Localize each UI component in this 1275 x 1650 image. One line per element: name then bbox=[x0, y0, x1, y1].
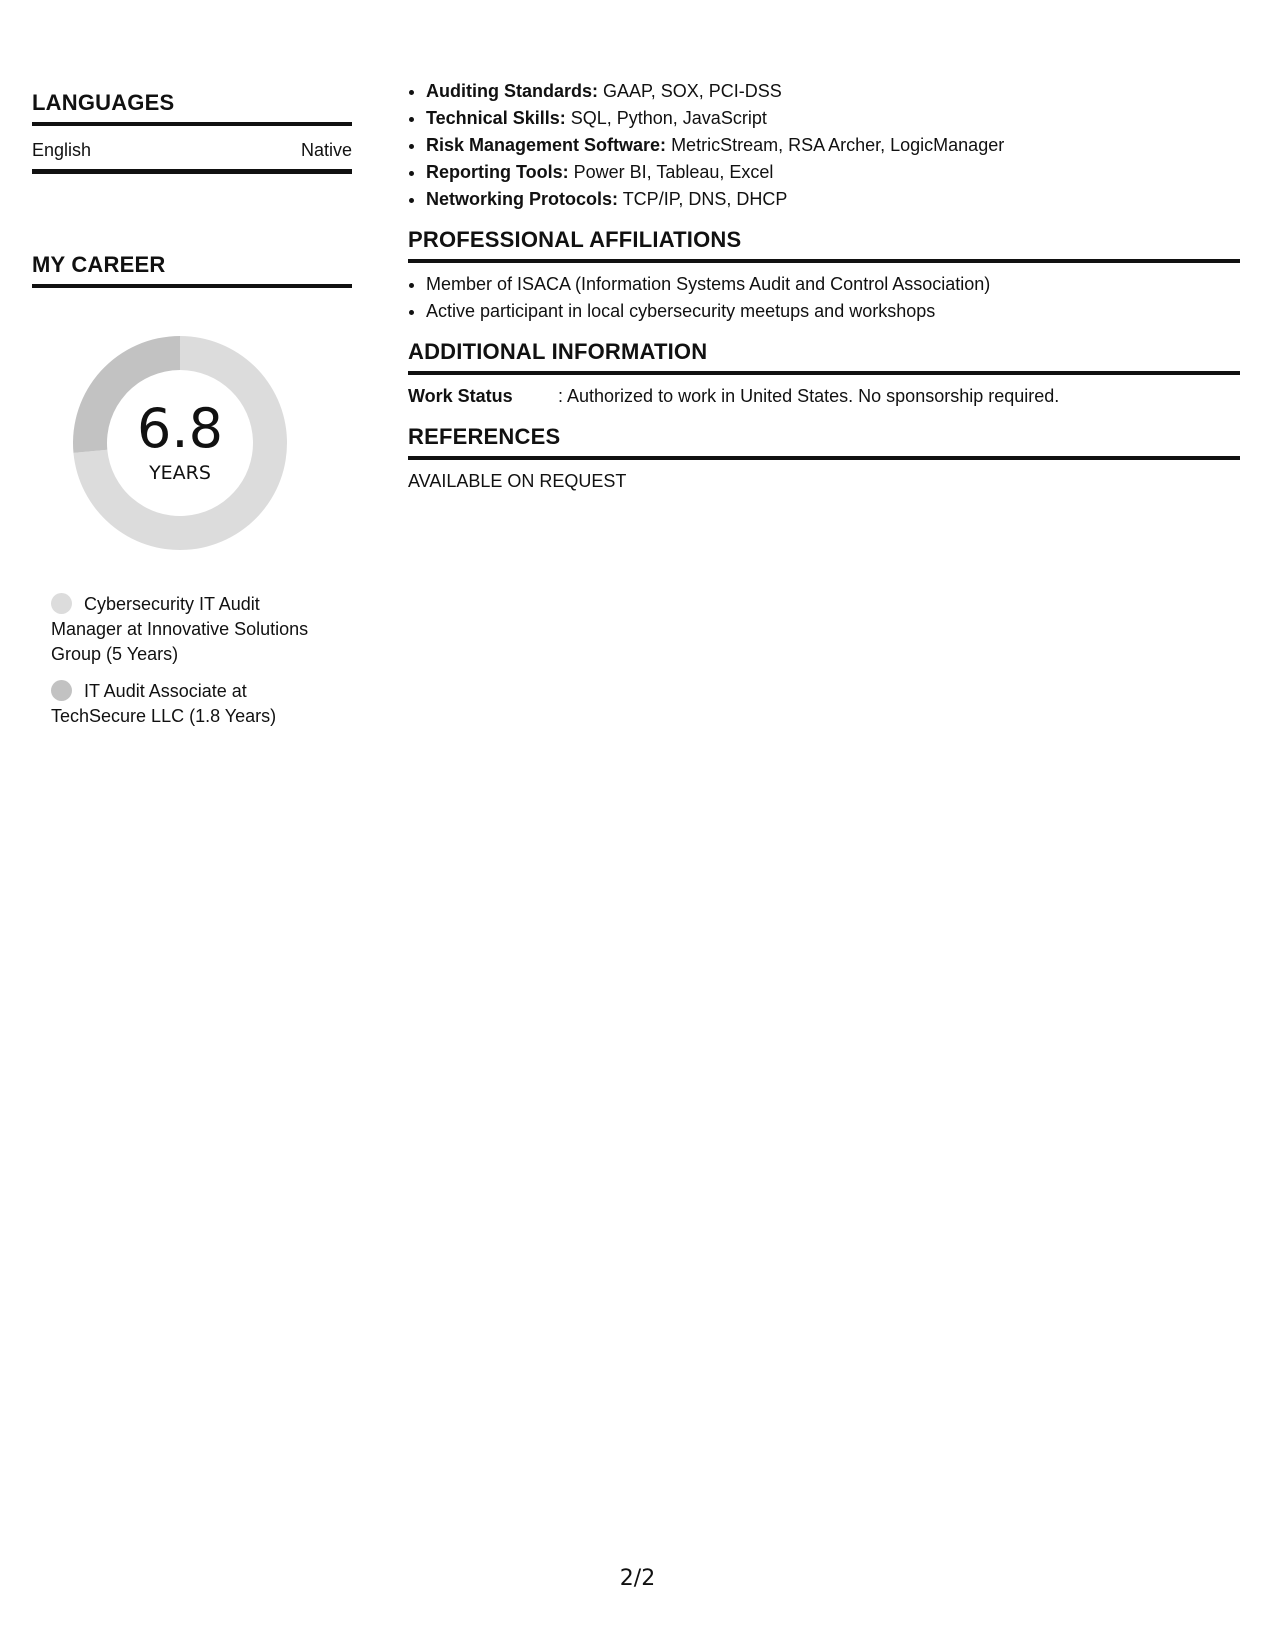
skill-item bbox=[426, 105, 1240, 132]
legend-text: Cybersecurity IT Audit Manager at Innovative Solutions Group (5 Years) bbox=[51, 594, 309, 664]
affiliations-section bbox=[408, 227, 1240, 325]
languages-section bbox=[32, 90, 352, 174]
skill-value: SQL, Python, JavaScript bbox=[565, 108, 767, 128]
references-title: REFERENCES bbox=[408, 424, 1240, 460]
skill-label: Technical Skills: bbox=[426, 108, 566, 128]
affiliation-item: • Member of ISACA (Information Systems Audit and Control Association) bbox=[426, 271, 1240, 298]
languages-title: LANGUAGES bbox=[32, 90, 352, 126]
additional-info-title: ADDITIONAL INFORMATION bbox=[408, 339, 1240, 375]
skill-item bbox=[426, 159, 1240, 186]
right-column bbox=[408, 78, 1240, 495]
work-status-row bbox=[408, 383, 1240, 410]
legend-dot-icon bbox=[51, 680, 72, 701]
additional-info-section bbox=[408, 339, 1240, 410]
career-donut-chart bbox=[65, 328, 295, 558]
skills-list bbox=[408, 78, 1240, 213]
work-status-value: : Authorized to work in United States. No sponsorship required. bbox=[558, 386, 1060, 406]
career-title: MY CAREER bbox=[32, 252, 352, 288]
skill-item bbox=[426, 132, 1240, 159]
skill-label: Risk Management Software: bbox=[426, 135, 667, 155]
language-row bbox=[32, 126, 352, 174]
legend-item bbox=[51, 592, 331, 667]
career-legend bbox=[32, 592, 352, 729]
language-level: Native bbox=[300, 140, 352, 160]
affiliations-list bbox=[408, 271, 1240, 325]
legend-item bbox=[51, 679, 331, 729]
affiliations-title: PROFESSIONAL AFFILIATIONS bbox=[408, 227, 1240, 263]
career-total-unit: YEARS bbox=[149, 462, 211, 484]
legend-dot-icon bbox=[51, 593, 72, 614]
references-text: AVAILABLE ON REQUEST bbox=[408, 471, 627, 491]
skill-label: Reporting Tools: bbox=[426, 162, 569, 182]
skill-label: Auditing Standards: bbox=[426, 81, 598, 101]
skill-value: MetricStream, RSA Archer, LogicManager bbox=[666, 135, 1005, 155]
page-number: 2/2 bbox=[619, 1566, 656, 1591]
skill-label: Networking Protocols: bbox=[426, 189, 619, 209]
skill-item bbox=[426, 78, 1240, 105]
legend-text: IT Audit Associate at TechSecure LLC (1.8 Years) bbox=[51, 681, 277, 726]
career-section bbox=[32, 252, 352, 729]
left-column bbox=[32, 90, 352, 741]
affiliation-item: • Active participant in local cybersecurity meetups and workshops bbox=[426, 298, 1240, 325]
donut-center bbox=[65, 328, 295, 558]
skill-value: Power BI, Tableau, Excel bbox=[568, 162, 774, 182]
skill-item bbox=[426, 186, 1240, 213]
references-section bbox=[408, 424, 1240, 495]
skill-value: TCP/IP, DNS, DHCP bbox=[618, 189, 788, 209]
career-total-value: 6.8 bbox=[137, 397, 223, 460]
skill-value: GAAP, SOX, PCI-DSS bbox=[598, 81, 782, 101]
work-status-label: Work Status bbox=[408, 386, 513, 406]
language-name: English bbox=[32, 140, 92, 160]
